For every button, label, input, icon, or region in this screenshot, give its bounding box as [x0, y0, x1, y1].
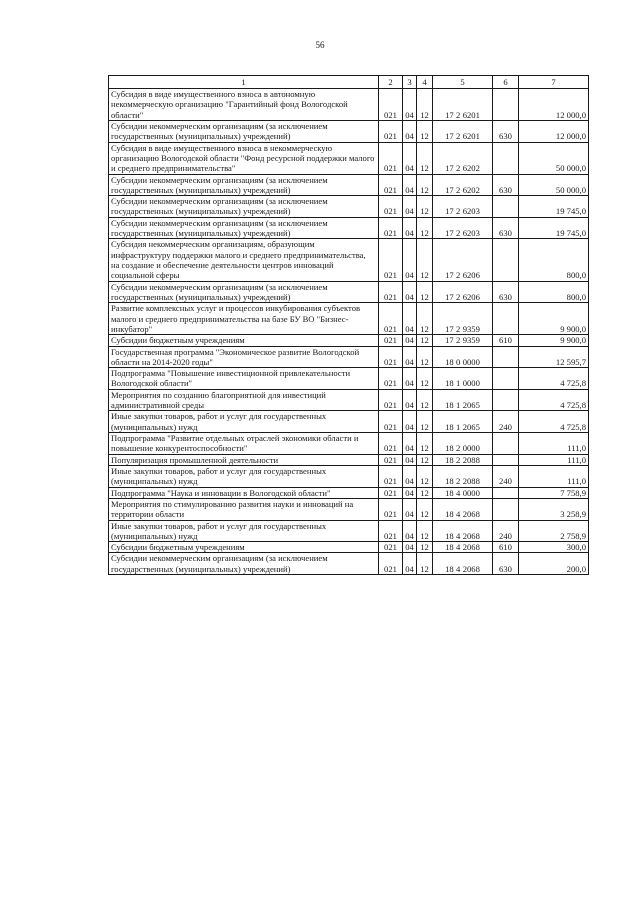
row-name: Иные закупки товаров, работ и услуг для государственных (муниципальных) нужд	[109, 411, 379, 433]
row-target-article	[433, 303, 493, 335]
row-direction-code: 6202	[462, 163, 480, 174]
row-target-article	[433, 465, 493, 487]
row-program-code: 17	[445, 163, 454, 174]
row-section: 04	[403, 368, 417, 390]
row-section: 04	[403, 433, 417, 455]
row-program-code: 18	[445, 378, 454, 389]
row-amount: 800,0	[519, 281, 589, 303]
row-target-article	[433, 281, 493, 303]
row-section: 04	[403, 120, 417, 142]
header-col-1: 1	[109, 76, 379, 89]
row-subprogram-code: 2	[456, 270, 461, 281]
table-row	[109, 335, 589, 346]
row-program-code: 17	[445, 228, 454, 239]
row-direction-code: 0000	[462, 487, 480, 498]
row-program-code: 18	[445, 476, 454, 487]
row-amount: 111,0	[519, 465, 589, 487]
row-subprogram-code: 2	[456, 454, 461, 465]
row-section: 04	[403, 196, 417, 218]
row-section: 04	[403, 281, 417, 303]
row-subsection: 12	[417, 542, 433, 553]
row-subprogram-code: 2	[456, 443, 461, 454]
row-direction-code: 6203	[462, 228, 480, 239]
row-section: 04	[403, 498, 417, 520]
row-subsection: 12	[417, 368, 433, 390]
row-direction-code: 6206	[462, 270, 480, 281]
table-row	[109, 239, 589, 281]
row-amount: 12 595,7	[519, 346, 589, 368]
row-direction-code: 6206	[462, 291, 480, 302]
row-name: Мероприятия по созданию благоприятной для инвестиций административной среды	[109, 389, 379, 411]
row-program-code: 18	[445, 487, 454, 498]
row-expense-type: 630	[493, 217, 519, 239]
row-ministry: 021	[379, 520, 403, 542]
row-subsection: 12	[417, 346, 433, 368]
row-direction-code: 2065	[462, 400, 480, 411]
row-ministry: 021	[379, 239, 403, 281]
row-expense-type	[493, 498, 519, 520]
row-subsection: 12	[417, 487, 433, 498]
row-subprogram-code: 2	[456, 131, 461, 142]
row-ministry: 021	[379, 174, 403, 196]
row-amount: 12 000,0	[519, 120, 589, 142]
row-subsection: 12	[417, 498, 433, 520]
header-col-4: 4	[417, 76, 433, 89]
row-program-code: 17	[445, 291, 454, 302]
row-name: Развитие комплексных услуг и процессов инкубирования субъектов малого и среднего предпринимательства на базе БУ ВО "Бизнес-инкубатор"	[109, 303, 379, 335]
row-program-code: 17	[445, 184, 454, 195]
row-direction-code: 0000	[462, 378, 480, 389]
row-subsection: 12	[417, 89, 433, 121]
row-name: Иные закупки товаров, работ и услуг для государственных (муниципальных) нужд	[109, 465, 379, 487]
row-subprogram-code: 2	[456, 323, 461, 334]
row-name: Мероприятия по стимулированию развития науки и инноваций на территории области	[109, 498, 379, 520]
table-row	[109, 120, 589, 142]
header-col-6: 6	[493, 76, 519, 89]
row-amount: 2 758,9	[519, 520, 589, 542]
row-direction-code: 6201	[462, 131, 480, 142]
row-ministry: 021	[379, 368, 403, 390]
row-program-code: 18	[445, 563, 454, 574]
row-name: Субсидии некоммерческим организациям (за исключением государственных (муниципальных) учреждений)	[109, 174, 379, 196]
row-subprogram-code: 2	[456, 228, 461, 239]
row-direction-code: 2068	[462, 542, 480, 553]
row-program-code: 18	[445, 356, 454, 367]
row-name: Популяризация промышленной деятельности	[109, 454, 379, 465]
row-amount: 9 900,0	[519, 335, 589, 346]
row-subprogram-code: 2	[456, 163, 461, 174]
row-ministry: 021	[379, 303, 403, 335]
row-target-article	[433, 346, 493, 368]
row-amount: 19 745,0	[519, 196, 589, 218]
table-row	[109, 465, 589, 487]
table-row	[109, 542, 589, 553]
row-expense-type	[493, 142, 519, 174]
row-expense-type: 630	[493, 174, 519, 196]
row-section: 04	[403, 411, 417, 433]
row-target-article	[433, 411, 493, 433]
row-subprogram-code: 2	[456, 476, 461, 487]
row-subprogram-code: 4	[456, 542, 461, 553]
table-row	[109, 217, 589, 239]
row-program-code: 18	[445, 421, 454, 432]
row-subprogram-code: 2	[456, 184, 461, 195]
row-target-article	[433, 487, 493, 498]
row-target-article	[433, 542, 493, 553]
row-program-code: 17	[445, 323, 454, 334]
header-col-3: 3	[403, 76, 417, 89]
row-target-article	[433, 368, 493, 390]
row-ministry: 021	[379, 465, 403, 487]
table-row	[109, 303, 589, 335]
row-expense-type	[493, 303, 519, 335]
row-direction-code: 9359	[462, 323, 480, 334]
row-name: Подпрограмма "Наука и инновации в Вологодской области"	[109, 487, 379, 498]
row-name: Государственная программа "Экономическое развитие Вологодской области на 2014-2020 годы"	[109, 346, 379, 368]
row-expense-type: 240	[493, 520, 519, 542]
row-program-code: 17	[445, 270, 454, 281]
row-direction-code: 2088	[462, 454, 480, 465]
row-ministry: 021	[379, 542, 403, 553]
row-direction-code: 6203	[462, 206, 480, 217]
row-expense-type	[493, 346, 519, 368]
row-amount: 111,0	[519, 454, 589, 465]
row-expense-type	[493, 433, 519, 455]
row-subsection: 12	[417, 120, 433, 142]
table-row	[109, 368, 589, 390]
row-subprogram-code: 1	[456, 378, 461, 389]
row-subprogram-code: 2	[456, 109, 461, 120]
row-direction-code: 6202	[462, 184, 480, 195]
row-section: 04	[403, 389, 417, 411]
row-subsection: 12	[417, 411, 433, 433]
row-section: 04	[403, 454, 417, 465]
row-name: Субсидии некоммерческим организациям (за исключением государственных (муниципальных) учреждений)	[109, 217, 379, 239]
row-target-article	[433, 89, 493, 121]
row-program-code: 17	[445, 206, 454, 217]
row-target-article	[433, 454, 493, 465]
row-direction-code: 6201	[462, 109, 480, 120]
row-subprogram-code: 1	[456, 400, 461, 411]
row-name: Субсидии бюджетным учреждениям	[109, 335, 379, 346]
row-ministry: 021	[379, 89, 403, 121]
row-section: 04	[403, 335, 417, 346]
row-program-code: 17	[445, 335, 454, 346]
table-row	[109, 89, 589, 121]
row-subprogram-code: 4	[456, 563, 461, 574]
row-section: 04	[403, 346, 417, 368]
row-expense-type: 240	[493, 411, 519, 433]
row-direction-code: 2088	[462, 476, 480, 487]
row-program-code: 17	[445, 131, 454, 142]
row-amount: 4 725,8	[519, 411, 589, 433]
row-subsection: 12	[417, 217, 433, 239]
row-ministry: 021	[379, 196, 403, 218]
row-name: Субсидии некоммерческим организациям (за исключением государственных (муниципальных) учреждений)	[109, 120, 379, 142]
row-amount: 200,0	[519, 553, 589, 575]
row-subsection: 12	[417, 465, 433, 487]
row-expense-type	[493, 239, 519, 281]
row-subsection: 12	[417, 553, 433, 575]
row-subprogram-code: 0	[456, 356, 461, 367]
row-ministry: 021	[379, 281, 403, 303]
row-direction-code: 9359	[462, 335, 480, 346]
row-amount: 19 745,0	[519, 217, 589, 239]
row-section: 04	[403, 303, 417, 335]
table-row	[109, 142, 589, 174]
row-expense-type	[493, 487, 519, 498]
header-row	[109, 76, 589, 89]
budget-table	[108, 75, 589, 575]
row-subsection: 12	[417, 389, 433, 411]
row-program-code: 18	[445, 400, 454, 411]
row-program-code: 18	[445, 542, 454, 553]
row-expense-type: 610	[493, 335, 519, 346]
row-target-article	[433, 239, 493, 281]
row-subprogram-code: 2	[456, 206, 461, 217]
row-ministry: 021	[379, 335, 403, 346]
row-name: Субсидия в виде имущественного взноса в автономную некоммерческую организацию "Гарантийный фонд Вологодской области"	[109, 89, 379, 121]
header-col-5: 5	[433, 76, 493, 89]
row-name: Подпрограмма "Повышение инвестиционной привлекательности Вологодской области"	[109, 368, 379, 390]
row-expense-type	[493, 389, 519, 411]
row-direction-code: 0000	[462, 356, 480, 367]
row-program-code: 18	[445, 509, 454, 520]
row-expense-type: 630	[493, 281, 519, 303]
row-ministry: 021	[379, 346, 403, 368]
header-col-2: 2	[379, 76, 403, 89]
row-name: Субсидии некоммерческим организациям (за исключением государственных (муниципальных) учреждений)	[109, 196, 379, 218]
row-target-article	[433, 174, 493, 196]
row-amount: 300,0	[519, 542, 589, 553]
row-name: Подпрограмма "Развитие отдельных отраслей экономики области и повышение конкурентоспособности"	[109, 433, 379, 455]
row-section: 04	[403, 89, 417, 121]
row-target-article	[433, 553, 493, 575]
row-ministry: 021	[379, 498, 403, 520]
row-expense-type: 240	[493, 465, 519, 487]
row-subprogram-code: 1	[456, 421, 461, 432]
row-target-article	[433, 433, 493, 455]
page-number: 56	[315, 40, 325, 50]
row-subsection: 12	[417, 142, 433, 174]
table-row	[109, 174, 589, 196]
row-target-article	[433, 196, 493, 218]
row-direction-code: 2068	[462, 530, 480, 541]
row-amount: 111,0	[519, 433, 589, 455]
table-row	[109, 498, 589, 520]
row-ministry: 021	[379, 142, 403, 174]
row-expense-type	[493, 368, 519, 390]
row-name: Иные закупки товаров, работ и услуг для государственных (муниципальных) нужд	[109, 520, 379, 542]
row-subsection: 12	[417, 281, 433, 303]
row-expense-type: 630	[493, 553, 519, 575]
row-target-article	[433, 498, 493, 520]
table-row	[109, 196, 589, 218]
row-ministry: 021	[379, 389, 403, 411]
row-name: Субсидия некоммерческим организациям, образующим инфраструктуру поддержки малого и среднего предпринимательства, на создание и обеспечение деятельности центров инноваций социальной сферы	[109, 239, 379, 281]
row-target-article	[433, 120, 493, 142]
row-program-code: 18	[445, 530, 454, 541]
row-ministry: 021	[379, 217, 403, 239]
row-section: 04	[403, 520, 417, 542]
table-row	[109, 454, 589, 465]
row-amount: 7 758,9	[519, 487, 589, 498]
row-section: 04	[403, 142, 417, 174]
row-subsection: 12	[417, 335, 433, 346]
row-amount: 3 258,9	[519, 498, 589, 520]
row-program-code: 17	[445, 109, 454, 120]
row-target-article	[433, 142, 493, 174]
row-ministry: 021	[379, 487, 403, 498]
table-row	[109, 411, 589, 433]
table-row	[109, 487, 589, 498]
row-target-article	[433, 217, 493, 239]
row-expense-type	[493, 196, 519, 218]
row-expense-type: 610	[493, 542, 519, 553]
row-direction-code: 2068	[462, 509, 480, 520]
row-subsection: 12	[417, 520, 433, 542]
row-section: 04	[403, 542, 417, 553]
table-row	[109, 281, 589, 303]
row-subsection: 12	[417, 239, 433, 281]
row-amount: 9 900,0	[519, 303, 589, 335]
row-program-code: 18	[445, 443, 454, 454]
table-row	[109, 433, 589, 455]
row-name: Субсидии некоммерческим организациям (за исключением государственных (муниципальных) учреждений)	[109, 553, 379, 575]
row-expense-type: 630	[493, 120, 519, 142]
row-amount: 12 000,0	[519, 89, 589, 121]
table-row	[109, 389, 589, 411]
row-program-code: 18	[445, 454, 454, 465]
row-subprogram-code: 2	[456, 291, 461, 302]
row-section: 04	[403, 217, 417, 239]
row-direction-code: 2065	[462, 421, 480, 432]
row-name: Субсидии бюджетным учреждениям	[109, 542, 379, 553]
row-ministry: 021	[379, 553, 403, 575]
row-subsection: 12	[417, 454, 433, 465]
row-direction-code: 2068	[462, 563, 480, 574]
row-subsection: 12	[417, 303, 433, 335]
row-ministry: 021	[379, 454, 403, 465]
row-amount: 4 725,8	[519, 368, 589, 390]
row-subprogram-code: 4	[456, 530, 461, 541]
row-target-article	[433, 335, 493, 346]
row-name: Субсидии некоммерческим организациям (за исключением государственных (муниципальных) учреждений)	[109, 281, 379, 303]
row-subprogram-code: 4	[456, 487, 461, 498]
row-section: 04	[403, 465, 417, 487]
table-row	[109, 346, 589, 368]
row-subsection: 12	[417, 174, 433, 196]
row-ministry: 021	[379, 120, 403, 142]
header-col-7: 7	[519, 76, 589, 89]
row-target-article	[433, 389, 493, 411]
row-ministry: 021	[379, 433, 403, 455]
row-amount: 4 725,8	[519, 389, 589, 411]
row-ministry: 021	[379, 411, 403, 433]
row-section: 04	[403, 553, 417, 575]
table-row	[109, 520, 589, 542]
row-direction-code: 0000	[462, 443, 480, 454]
row-section: 04	[403, 487, 417, 498]
table-row	[109, 553, 589, 575]
row-subsection: 12	[417, 196, 433, 218]
row-section: 04	[403, 174, 417, 196]
row-expense-type	[493, 89, 519, 121]
row-subprogram-code: 2	[456, 335, 461, 346]
row-section: 04	[403, 239, 417, 281]
row-subsection: 12	[417, 433, 433, 455]
row-target-article	[433, 520, 493, 542]
row-amount: 800,0	[519, 239, 589, 281]
row-expense-type	[493, 454, 519, 465]
row-name: Субсидия в виде имущественного взноса в некоммерческую организацию Вологодской области "Фонд ресурсной поддержки малого и среднего предпринимательства"	[109, 142, 379, 174]
row-amount: 50 000,0	[519, 142, 589, 174]
row-amount: 50 000,0	[519, 174, 589, 196]
row-subprogram-code: 4	[456, 509, 461, 520]
